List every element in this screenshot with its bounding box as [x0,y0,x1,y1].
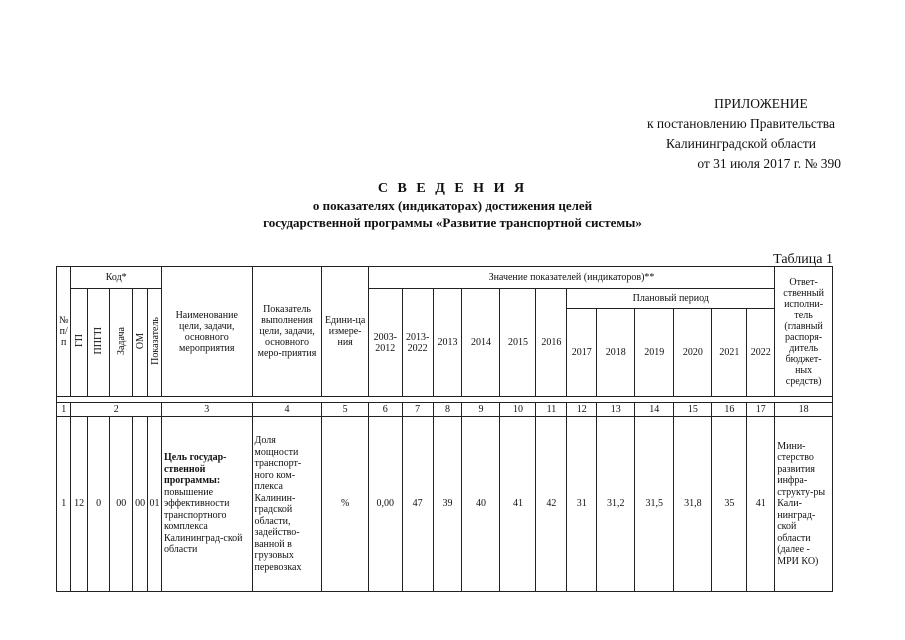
col-number: 3 [161,403,252,417]
row-code-om: 00 [133,417,147,592]
title-line-3: государственной программы «Развитие транспортной системы» [263,215,642,230]
header-year: 2022 [747,309,775,397]
row-name-rest: повышение эффективности транспортного комплекса Калининград-ской области [163,486,243,556]
row-name-bold: Цель государ-ственной программы: [163,452,227,487]
row-num: 1 [57,417,71,592]
row-code-task: 00 [110,417,133,592]
header-code: Код* [71,267,162,289]
appendix-line-2: к постановлению Правительства [646,116,835,131]
header-year: 2021 [712,309,747,397]
col-number: 12 [567,403,597,417]
header-code-om: ОМ [133,289,147,397]
header-year: 2020 [674,309,712,397]
row-code-ppgp: 0 [87,417,110,592]
row-value: 40 [462,417,500,592]
col-number: 9 [462,403,500,417]
col-number: 14 [635,403,674,417]
col-number: 11 [536,403,567,417]
header-year: 2013 [433,289,462,397]
col-number: 13 [597,403,635,417]
appendix-line-3: Калининградской области [665,136,816,151]
row-indicator: Доля мощности транспорт-ного ком-плекса Калинин-градской области, задейство-ванной в грузовых перевозках [252,417,322,592]
col-number: 1 [57,403,71,417]
header-year: 2015 [500,289,536,397]
row-value: 31,8 [674,417,712,592]
header-num: № п/п [57,267,71,397]
col-number: 10 [500,403,536,417]
header-values: Значение показателей (индикаторов)** [368,267,774,289]
indicators-table [56,266,833,592]
row-value: 31,5 [635,417,674,592]
row-value: 41 [747,417,775,592]
header-responsible: Ответ-ственный исполни-тель (главный распоря-дитель бюджет-ных средств) [775,267,833,397]
col-number: 7 [402,403,433,417]
title-line-2: о показателях (индикаторах) достижения целей [312,198,593,213]
header-year: 2017 [567,309,597,397]
table-row [57,417,833,592]
header-year: 2003-2012 [368,289,402,397]
appendix-date: от 31 июля 2017 г. № 390 [697,156,841,171]
row-value: 35 [712,417,747,592]
col-number: 16 [712,403,747,417]
row-unit: % [322,417,368,592]
header-code-gp: ГП [71,289,87,397]
header-planned: Плановый период [567,289,775,309]
row-value: 41 [500,417,536,592]
col-number: 15 [674,403,712,417]
row-value: 39 [433,417,462,592]
row-value: 31 [567,417,597,592]
title-line-1: С В Е Д Е Н И Я [377,181,528,196]
row-value: 47 [402,417,433,592]
col-number: 18 [775,403,833,417]
table-label: Таблица 1 [773,252,833,267]
header-indicator: Показатель выполнения цели, задачи, основного меро-приятия [252,267,322,397]
col-number: 2 [71,403,162,417]
row-responsible: Мини-стерство развития инфра-структу-ры Кали-нинград-ской области (далее - МРИ КО) [775,417,833,592]
header-year: 2018 [597,309,635,397]
row-value: 31,2 [597,417,635,592]
header-code-indicator: Показатель [147,289,161,397]
header-code-ppgp: ППГП [87,289,110,397]
row-code-gp: 12 [71,417,87,592]
row-value: 0,00 [368,417,402,592]
appendix-block [646,94,841,174]
col-number: 5 [322,403,368,417]
header-year: 2013-2022 [402,289,433,397]
row-code-indicator: 01 [147,417,161,592]
header-year: 2019 [635,309,674,397]
col-number: 17 [747,403,775,417]
header-name: Наименование цели, задачи, основного мероприятия [161,267,252,397]
header-year: 2016 [536,289,567,397]
header-code-task: Задача [110,289,133,397]
col-number: 8 [433,403,462,417]
header-unit: Едини-ца измере-ния [322,267,368,397]
header-year: 2014 [462,289,500,397]
appendix-title: ПРИЛОЖЕНИЕ [714,96,808,111]
document-title [0,181,905,231]
row-value: 42 [536,417,567,592]
col-number: 4 [252,403,322,417]
row-name [161,417,252,592]
col-number: 6 [368,403,402,417]
